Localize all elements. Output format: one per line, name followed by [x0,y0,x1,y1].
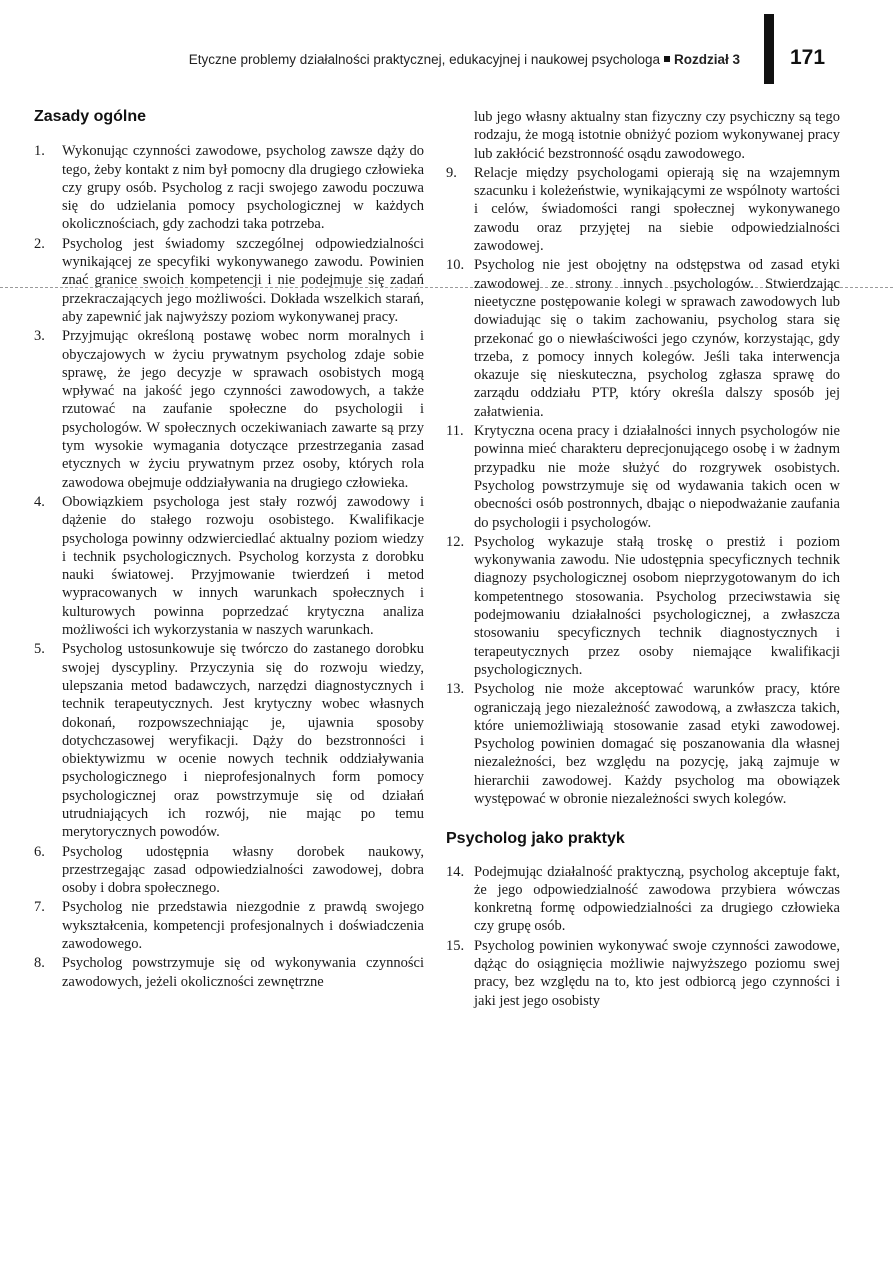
item-text: Psycholog wykazuje stałą troskę o prestiż i poziom wykonywania zawodu. Nie udostępnia specyficznych technik diagnozy psychologicznej osobom nieprzygotowanym do ich kompetentnego stosowania. Psycholog przeciwstawia się podejmowaniu działalności psychologicznej, a zwłaszcza stosowaniu specyficznych technik diagnostycznych i terapeutycznych przez osoby niemające kwalifikacji psychologicznych. [474,533,840,678]
list-item [34,954,424,991]
right-column [446,108,840,1011]
item-number: 13. [446,681,465,698]
running-head [60,52,740,67]
list-item [34,640,424,841]
item-text: Podejmując działalność praktyczną, psycholog akceptuje fakt, że jego odpowiedzialność zawodowa przybiera wówczas konkretną formę odpowiedzialności za drugiego człowieka czy grupę osób. [474,863,840,935]
list-item [34,235,424,326]
list-item [34,843,424,898]
page-number: 171 [790,46,826,69]
item-text: Psycholog jest świadomy szczególnej odpowiedzialności wynikającej ze specyfiki wykonywanego zawodu. Powinien znać granice swoich kompetencji i nie podejmuje się zadań przekraczających jego możliwości. Dokłada wszelkich starań, aby zapewnić jak najwyższy poziom wykonywanej pracy. [62,235,424,325]
item-text: Przyjmując określoną postawę wobec norm moralnych i obyczajowych w życiu prywatnym psycholog zdaje sobie sprawę, że jego decyzje w sprawach osobistych mogą wpływać na jakość jego czynności zawodowych, a także rzutować na zaufanie społeczne do psychologii i psychologów. W społecznych oczekiwaniach zawarte są przy tym wysokie wymagania dotyczące przestrzegania zasad etycznych w życiu prywatnym przez osoby, których rola zawodowa obejmuje oddziaływania na drugiego człowieka. [62,328,424,491]
list-item [34,327,424,492]
item-number: 6. [34,843,45,860]
list-item [34,142,424,233]
item-text: Psycholog powinien wykonywać swoje czynności zawodowe, dążąc do osiągnięcia możliwie najwyższego poziomu swej pracy, bez względu na to, kto jest odbiorcą jego czynności i jaki jest jego osobisty [474,937,840,1009]
item-number: 14. [446,863,465,880]
item-text: Psycholog powstrzymuje się od wykonywania czynności zawodowych, jeżeli okoliczności zewnętrzne [62,955,424,990]
list-item [446,164,840,255]
left-column [34,108,424,992]
item-text: Psycholog udostępnia własny dorobek naukowy, przestrzegając zasad odpowiedzialności zawodowej, dobra osoby i dobra społecznego. [62,843,424,897]
item-text: Obowiązkiem psychologa jest stały rozwój zawodowy i dążenie do stałego rozwoju osobistego. Kwalifikacje psychologa powinny odzwierciedlać aktualny poziom wiedzy i technik psychologicznych. Psycholog korzysta z dorobku nauki światowej. Przyjmowanie twierdzeń i metod wypracowanych w innych warunkach społecznych i kulturowych powinna poprzedzać krytyczna analiza możliwości ich wykorzystania w naszych warunkach. [62,493,424,639]
item-number: 8. [34,955,45,972]
item-number: 12. [446,533,465,550]
item-text: Psycholog nie może akceptować warunków pracy, które ograniczają jego niezależność zawodową, a zwłaszcza takich, które uniemożliwiają stosowanie zasad etyki zawodowej. Psycholog powinien domagać się poszanowania dla własnej niezależności, bez względu na pozycję, jaką zajmuje w hierarchii zawodowej. Każdy psycholog ma obowiązek występować w obronie niezależności swych kolegów. [474,681,840,807]
item-text: Psycholog nie przedstawia niezgodnie z prawdą swojego wykształcenia, kompetencji profesjonalnych i doświadczenia zawodowego. [62,899,424,953]
item-number: 5. [34,641,45,658]
list-item [446,937,840,1010]
item-text: Psycholog ustosunkowuje się twórczo do zastanego dorobku swojej dyscypliny. Przyczynia się do rozwoju wiedzy, ulepszania metod badawczych, narzędzi diagnostycznych i technik terapeutycznych. Jest krytyczny wobec własnych dokonań, rozpowszechniając je, ujawnia sposoby dotychczasowej weryfikacji. Dąży do bezstronności i obiektywizmu w ocenie nowych technik oddziaływania psychologicznego i nieprofesjonalnych form pomocy psychologicznej oraz powstrzymuje się od działań utrudniających ich rozwój, nie mając po temu merytorycznych powodów. [62,641,424,841]
item-text: Relacje między psychologami opierają się na wzajemnym szacunku i koleżeństwie, wynikającymi ze wspólnoty wartości i celów, świadomości rangi społecznej wykonywanego zawodu oraz przyjętej na siebie odpowiedzialności zawodowej. [474,164,840,255]
item-number: 7. [34,899,45,916]
item-text: Krytyczna ocena pracy i działalności innych psychologów nie powinna mieć charakteru deprecjonującego osobę i w żadnym przypadku nie może służyć do rozgrywek osobistych. Psycholog powstrzymuje się od wydawania takich ocen w obecności osób postronnych, dbając o niepodważanie zaufania do psychologii i psychologów. [474,423,840,531]
section-heading-practitioner: Psycholog jako praktyk [446,830,625,848]
item-number: 9. [446,164,457,181]
item-number: 10. [446,257,465,274]
square-bullet-icon [664,56,670,62]
list-item [446,256,840,421]
item-text: Wykonując czynności zawodowe, psycholog zawsze dąży do tego, żeby kontakt z nim był pomocny dla drugiego człowieka czy grupy osób. Psycholog z racji swojego zawodu poczuwa się do udzielania pomocy psychologicznej w każdych okolicznościach, gdy zachodzi taka potrzeba. [62,143,424,233]
list-item [34,493,424,639]
header-bar-decoration [764,14,774,84]
list-item [446,863,840,936]
running-title: Etyczne problemy działalności praktycznej, edukacyjnej i naukowej psychologa [188,52,660,67]
list-item [446,680,840,808]
list-item [446,422,840,532]
item-continuation: lub jego własny aktualny stan fizyczny czy psychiczny są tego rodzaju, że mogą istotnie obniżyć poziom wykonywanej pracy lub zakłócić bezstronność osądu zawodowego. [474,109,840,162]
item-number: 4. [34,493,45,510]
list-item [446,533,840,679]
section-heading-general: Zasady ogólne [34,108,147,125]
item-number: 15. [446,937,465,954]
item-number: 2. [34,235,45,252]
item-number: 1. [34,143,45,160]
chapter-label: Rozdział 3 [673,52,740,67]
item-number: 3. [34,328,45,345]
item-number: 11. [446,423,464,440]
item-text: Psycholog nie jest obojętny na odstępstwa od zasad etyki zawodowej ze strony innych psychologów. Stwierdzając nieetyczne postępowanie kolegi w sprawach zawodowych lub dowiadując się o takim zachowaniu, psycholog stara się przekonać go o niewłaściwości jego czynów, korzystając, gdy trzeba, z pomocy innych kolegów. Jeśli taka interwencja okazuje się nieskuteczna, psycholog zgłasza sprawę do zarządu oddziału PTP, który określa dalszy sposób jej załatwienia. [474,257,840,420]
list-item [34,898,424,953]
